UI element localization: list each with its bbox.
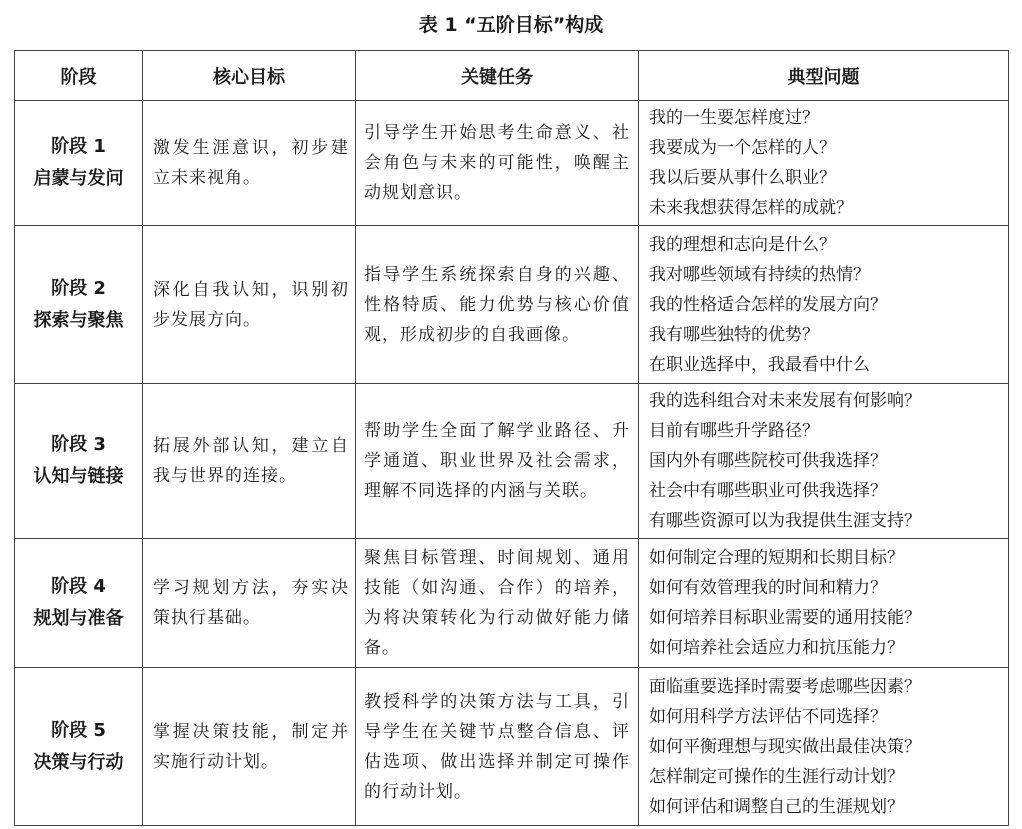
question-item: 如何制定合理的短期和长期目标？ [649, 548, 904, 568]
stage-number: 阶段 1 [51, 136, 106, 157]
question-item: 如何培养社会适应力和抗压能力？ [649, 638, 904, 658]
question-item: 如何平衡理想与现实做出最佳决策？ [649, 736, 921, 757]
stage-name: 决策与行动 [33, 751, 124, 773]
table-caption: 表 1 “五阶目标”构成 [418, 14, 604, 36]
header-row [15, 51, 1009, 101]
header-typical-questions: 典型问题 [639, 51, 1009, 101]
questions-cell [639, 101, 1009, 226]
header-core-goal: 核心目标 [143, 51, 356, 101]
key-task-cell: 帮助学生全面了解学业路径、升学通道、职业世界及社会需求，理解不同选择的内涵与关联。 [356, 384, 639, 539]
questions-cell [639, 539, 1009, 668]
stage-cell [15, 668, 143, 826]
key-task-cell: 指导学生系统探索自身的兴趣、性格特质、能力优势与核心价值观，形成初步的自我画像。 [356, 226, 639, 384]
question-item: 如何用科学方法评估不同选择？ [649, 706, 887, 727]
stage-number: 阶段 5 [51, 719, 106, 741]
header-key-task: 关键任务 [356, 51, 639, 101]
five-stage-goals-table [14, 50, 1009, 826]
question-item: 我的性格适合怎样的发展方向？ [649, 294, 887, 315]
core-goal-cell: 学习规划方法，夯实决策执行基础。 [143, 539, 356, 668]
question-item: 怎样制定可操作的生涯行动计划？ [649, 766, 904, 787]
question-item: 我的一生要怎样度过？ [649, 108, 819, 128]
question-item: 在职业选择中，我最看中什么 [649, 354, 870, 375]
question-item: 我的理想和志向是什么？ [649, 234, 836, 255]
stage-number: 阶段 4 [51, 576, 106, 597]
question-item: 未来我想获得怎样的成就？ [649, 198, 853, 218]
stage-cell [15, 539, 143, 668]
stage-number: 阶段 2 [51, 277, 106, 299]
table-row [15, 226, 1009, 384]
stage-cell [15, 101, 143, 226]
table-row [15, 101, 1009, 226]
key-task-cell: 引导学生开始思考生命意义、社会角色与未来的可能性，唤醒主动规划意识。 [356, 101, 639, 226]
question-item: 如何有效管理我的时间和精力？ [649, 578, 887, 598]
header-stage: 阶段 [15, 51, 143, 101]
questions-cell [639, 226, 1009, 384]
question-item: 我以后要从事什么职业？ [649, 168, 836, 188]
core-goal-cell: 拓展外部认知，建立自我与世界的连接。 [143, 384, 356, 539]
key-task-cell: 教授科学的决策方法与工具，引导学生在关键节点整合信息、评估选项、做出选择并制定可操作的行动计划。 [356, 668, 639, 826]
table-row [15, 384, 1009, 539]
question-item: 有哪些资源可以为我提供生涯支持？ [649, 511, 921, 531]
key-task-cell: 聚焦目标管理、时间规划、通用技能（如沟通、合作）的培养，为将决策转化为行动做好能力储备。 [356, 539, 639, 668]
question-item: 国内外有哪些院校可供我选择？ [649, 451, 887, 471]
stage-cell [15, 384, 143, 539]
stage-name: 启蒙与发问 [33, 168, 124, 189]
stage-number: 阶段 3 [51, 434, 106, 455]
question-item: 社会中有哪些职业可供我选择？ [649, 481, 887, 501]
stage-name: 规划与准备 [33, 608, 124, 629]
question-item: 如何培养目标职业需要的通用技能？ [649, 608, 921, 628]
question-item: 我的选科组合对未来发展有何影响？ [649, 391, 921, 411]
core-goal-cell: 激发生涯意识，初步建立未来视角。 [143, 101, 356, 226]
question-item: 如何评估和调整自己的生涯规划？ [649, 796, 904, 817]
question-item: 我对哪些领域有持续的热情？ [649, 264, 870, 285]
question-item: 我要成为一个怎样的人？ [649, 138, 836, 158]
stage-name: 探索与聚焦 [33, 309, 124, 331]
questions-cell [639, 668, 1009, 826]
question-item: 面临重要选择时需要考虑哪些因素？ [649, 676, 921, 697]
stage-name: 认知与链接 [33, 466, 124, 487]
table-row [15, 539, 1009, 668]
question-item: 我有哪些独特的优势？ [649, 324, 819, 345]
questions-cell [639, 384, 1009, 539]
question-item: 目前有哪些升学路径？ [649, 421, 819, 441]
core-goal-cell: 深化自我认知，识别初步发展方向。 [143, 226, 356, 384]
core-goal-cell: 掌握决策技能，制定并实施行动计划。 [143, 668, 356, 826]
table-row [15, 668, 1009, 826]
stage-cell [15, 226, 143, 384]
